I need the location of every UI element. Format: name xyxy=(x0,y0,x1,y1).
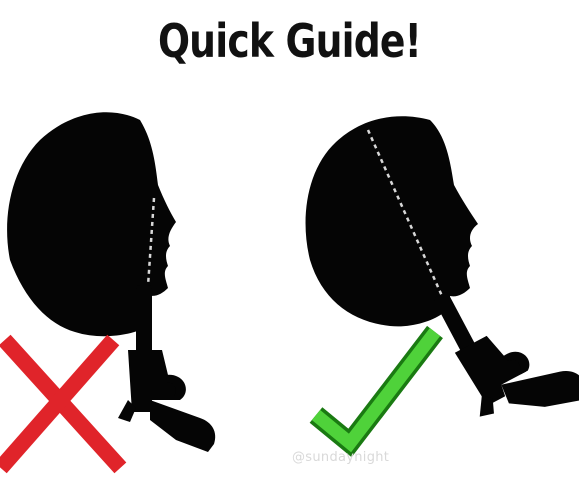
page-title: Quick Guide! xyxy=(157,14,422,68)
right-illustration xyxy=(290,100,579,480)
wrong-x-icon xyxy=(6,346,115,462)
panel-right xyxy=(290,100,579,480)
head-silhouette xyxy=(306,116,478,326)
watermark: @sundaynight xyxy=(292,450,390,465)
wrong-illustration xyxy=(0,100,290,480)
panel-wrong xyxy=(0,100,290,480)
right-check-icon xyxy=(316,332,435,443)
